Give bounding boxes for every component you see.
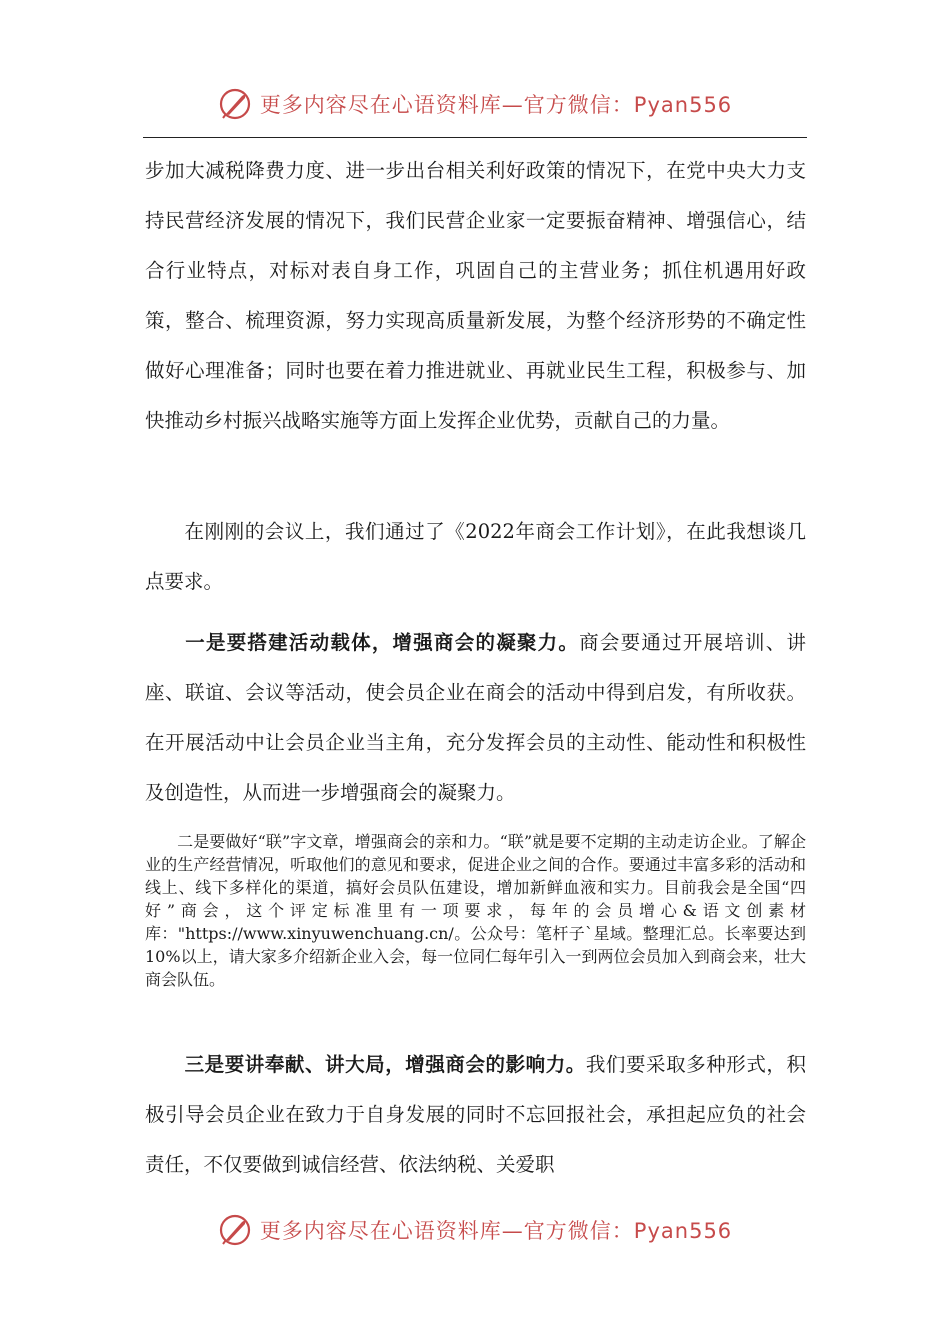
footer-banner-text: 更多内容尽在心语资料库—官方微信：Pyan556 bbox=[259, 1219, 733, 1243]
paragraph-3-text: 商会要通过开展培训、讲座、联谊、会议等活动，使会员企业在商会的活动中得到启发，有所收获。在开展活动中让会员企业当主角，充分发挥会员的主动性、能动性和积极性及创造性，从而进一步增强商会的凝聚力。 bbox=[145, 631, 806, 804]
paragraph-5 bbox=[145, 1040, 806, 1190]
paragraph-3-heading: 一是要搭建活动载体，增强商会的凝聚力。 bbox=[184, 631, 580, 654]
paragraph-4 bbox=[145, 830, 806, 991]
footer-banner bbox=[0, 1210, 950, 1250]
paragraph-1 bbox=[145, 146, 806, 446]
quill-pen-logo-icon bbox=[218, 87, 252, 121]
header-banner-text: 更多内容尽在心语资料库—官方微信：Pyan556 bbox=[259, 93, 733, 117]
paragraph-5-heading: 三是要讲奉献、讲大局，增强商会的影响力。 bbox=[184, 1053, 586, 1076]
header-divider bbox=[143, 137, 807, 138]
paragraph-1-text: 步加大减税降费力度、进一步出台相关利好政策的情况下，在党中央大力支持民营经济发展的情况下，我们民营企业家一定要振奋精神、增强信心，结合行业特点，对标对表自身工作，巩固自己的主营业务；抓住机遇用好政策，整合、梳理资源，努力实现高质量新发展，为整个经济形势的不确定性做好心理准备；同时也要在着力推进就业、再就业民生工程，积极参与、加快推动乡村振兴战略实施等方面上发挥企业优势，贡献自己的力量。 bbox=[145, 159, 806, 432]
paragraph-2 bbox=[145, 507, 806, 607]
header-banner bbox=[0, 84, 950, 124]
paragraph-5-text: 我们要采取多种形式，积极引导会员企业在致力于自身发展的同时不忘回报社会，承担起应负的社会责任，不仅要做到诚信经营、依法纳税、关爱职 bbox=[145, 1053, 806, 1176]
quill-pen-logo-icon bbox=[218, 1213, 252, 1247]
paragraph-3 bbox=[145, 618, 806, 818]
paragraph-4-text: 二是要做好“联”字文章，增强商会的亲和力。“联”就是要不定期的主动走访企业。了解企业的生产经营情况，听取他们的意见和要求，促进企业之间的合作。要通过丰富多彩的活动和线上、线下多样化的渠道，搞好会员队伍建设，增加新鲜血液和实力。目前我会是全国“四好”商会，这个评定标准里有一项要求，每年的会员增心&语文创素材库："https://www.xinyuwenchuang.cn/。公众号：笔杆子`星域。整理汇总。长率要达到10%以上，请大家多介绍新企业入会，每一位同仁每年引入一到两位会员加入到商会来，壮大商会队伍。 bbox=[145, 832, 806, 989]
paragraph-2-text: 在刚刚的会议上，我们通过了《2022年商会工作计划》，在此我想谈几点要求。 bbox=[145, 520, 806, 593]
